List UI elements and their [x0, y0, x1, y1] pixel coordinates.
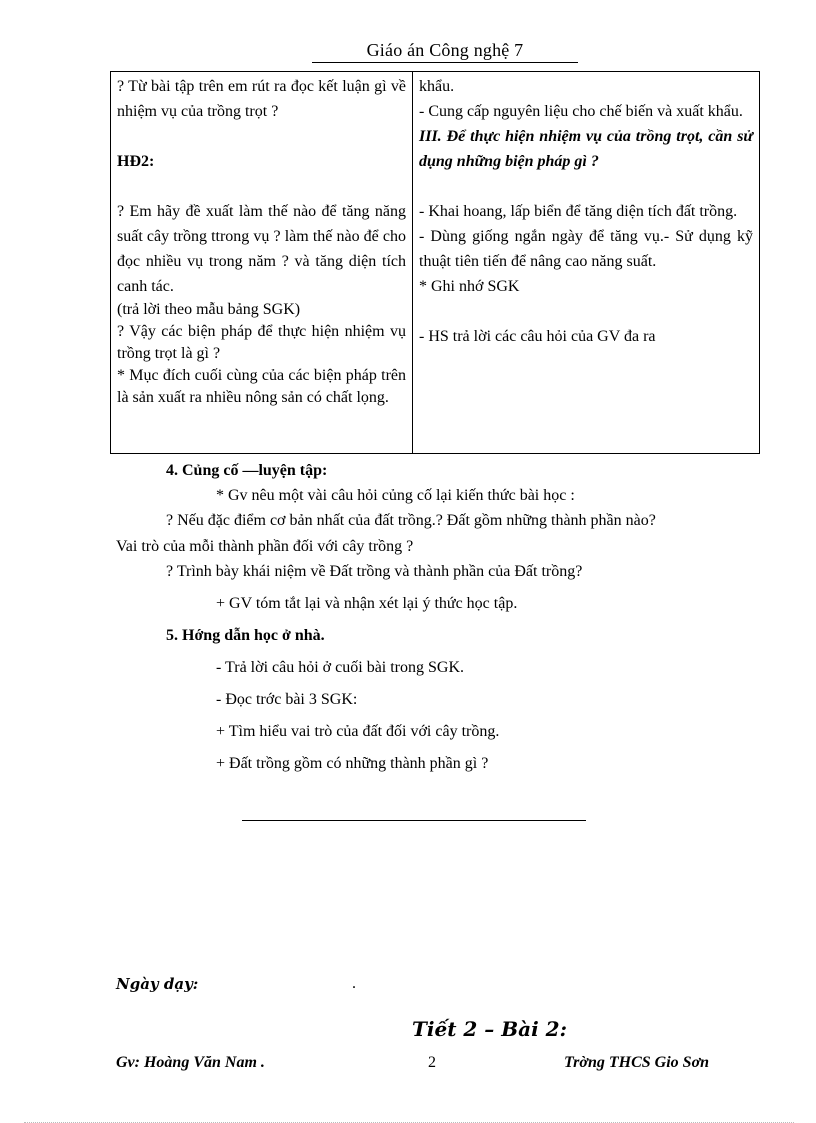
section-iii-heading: III. Để thực hiện nhiệm vụ của trồng trọt, cần sử dụng những biện pháp gì ?	[419, 128, 753, 170]
footer-school: Trờng THCS Gio Sơn	[564, 1054, 710, 1071]
section-4-line: + GV tóm tắt lại và nhận xét lại ý thức học tập.	[216, 595, 518, 612]
student-content-column	[413, 72, 760, 454]
section-5-heading: 5. Hớng dẫn học ở nhà.	[166, 627, 325, 644]
right-measure-short-crops: - Dùng giống ngắn ngày để tăng vụ.- Sử dụng kỹ thuật tiên tiến để nâng cao năng suất.	[419, 228, 753, 270]
section-4-line: * Gv nêu một vài câu hỏi củng cố lại kiến thức bài học :	[216, 487, 575, 504]
activity-hd2-label: HĐ2:	[117, 153, 155, 170]
section-divider	[242, 820, 586, 821]
right-note-sgk: * Ghi nhớ SGK	[419, 278, 520, 295]
section-4-heading: 4. Củng cố —luyện tập:	[166, 462, 328, 479]
footer-teacher: Gv: Hoàng Văn Nam .	[116, 1054, 265, 1071]
left-note-purpose: * Mục đích cuối cùng của các biện pháp trên là sản xuất ra nhiều nông sản có chất lọng.	[117, 367, 406, 406]
teaching-date-value: .	[352, 975, 356, 992]
teaching-date-label: Ngày dạy:	[116, 975, 199, 993]
footer-page-number: 2	[428, 1054, 436, 1071]
lesson-table	[110, 71, 760, 454]
left-question-proposal: ? Em hãy đề xuất làm thế nào để tăng năng suất cây trồng ttrong vụ ? làm thế nào để cho đọc nhiều vụ trong năm ? và tăng diện tích canh tác.	[117, 203, 406, 295]
right-student-answer: - HS trả lời các câu hỏi của GV đa ra	[419, 328, 656, 345]
section-5-line: - Đọc trớc bài 3 SGK:	[216, 691, 358, 708]
left-answer-hint: (trả lời theo mẫu bảng SGK)	[117, 301, 301, 318]
page-header-title: Giáo án Công nghệ 7	[312, 38, 578, 63]
right-text-raw-material: - Cung cấp nguyên liệu cho chế biến và xuất khẩu.	[419, 103, 743, 120]
section-5-line: - Trả lời câu hỏi ở cuối bài trong SGK.	[216, 659, 465, 676]
section-4-line: Vai trò của mỗi thành phần đối với cây trồng ?	[116, 538, 414, 555]
left-question-measures: ? Vậy các biện pháp để thực hiện nhiệm vụ trồng trọt là gì ?	[117, 323, 406, 362]
section-4-line: ? Nếu đặc điểm cơ bản nhất của đất trồng.? Đất gồm những thành phần nào?	[166, 512, 656, 529]
teacher-activity-column	[111, 72, 413, 454]
section-4-line: ? Trình bày khái niệm về Đất trồng và thành phần của Đất trồng?	[166, 563, 583, 580]
section-5-line: + Đất trồng gồm có những thành phần gì ?	[216, 755, 489, 772]
left-question-conclusion: ? Từ bài tập trên em rút ra đọc kết luận gì về nhiệm vụ của trồng trọt ?	[117, 78, 406, 120]
right-measure-reclaim: - Khai hoang, lấp biển để tăng diện tích đất trồng.	[419, 203, 738, 220]
next-lesson-title: Tiết 2 – Bài 2:	[412, 1017, 567, 1041]
section-5-line: + Tìm hiểu vai trò của đất đối với cây trồng.	[216, 723, 500, 740]
right-text-export: khẩu.	[419, 78, 455, 95]
